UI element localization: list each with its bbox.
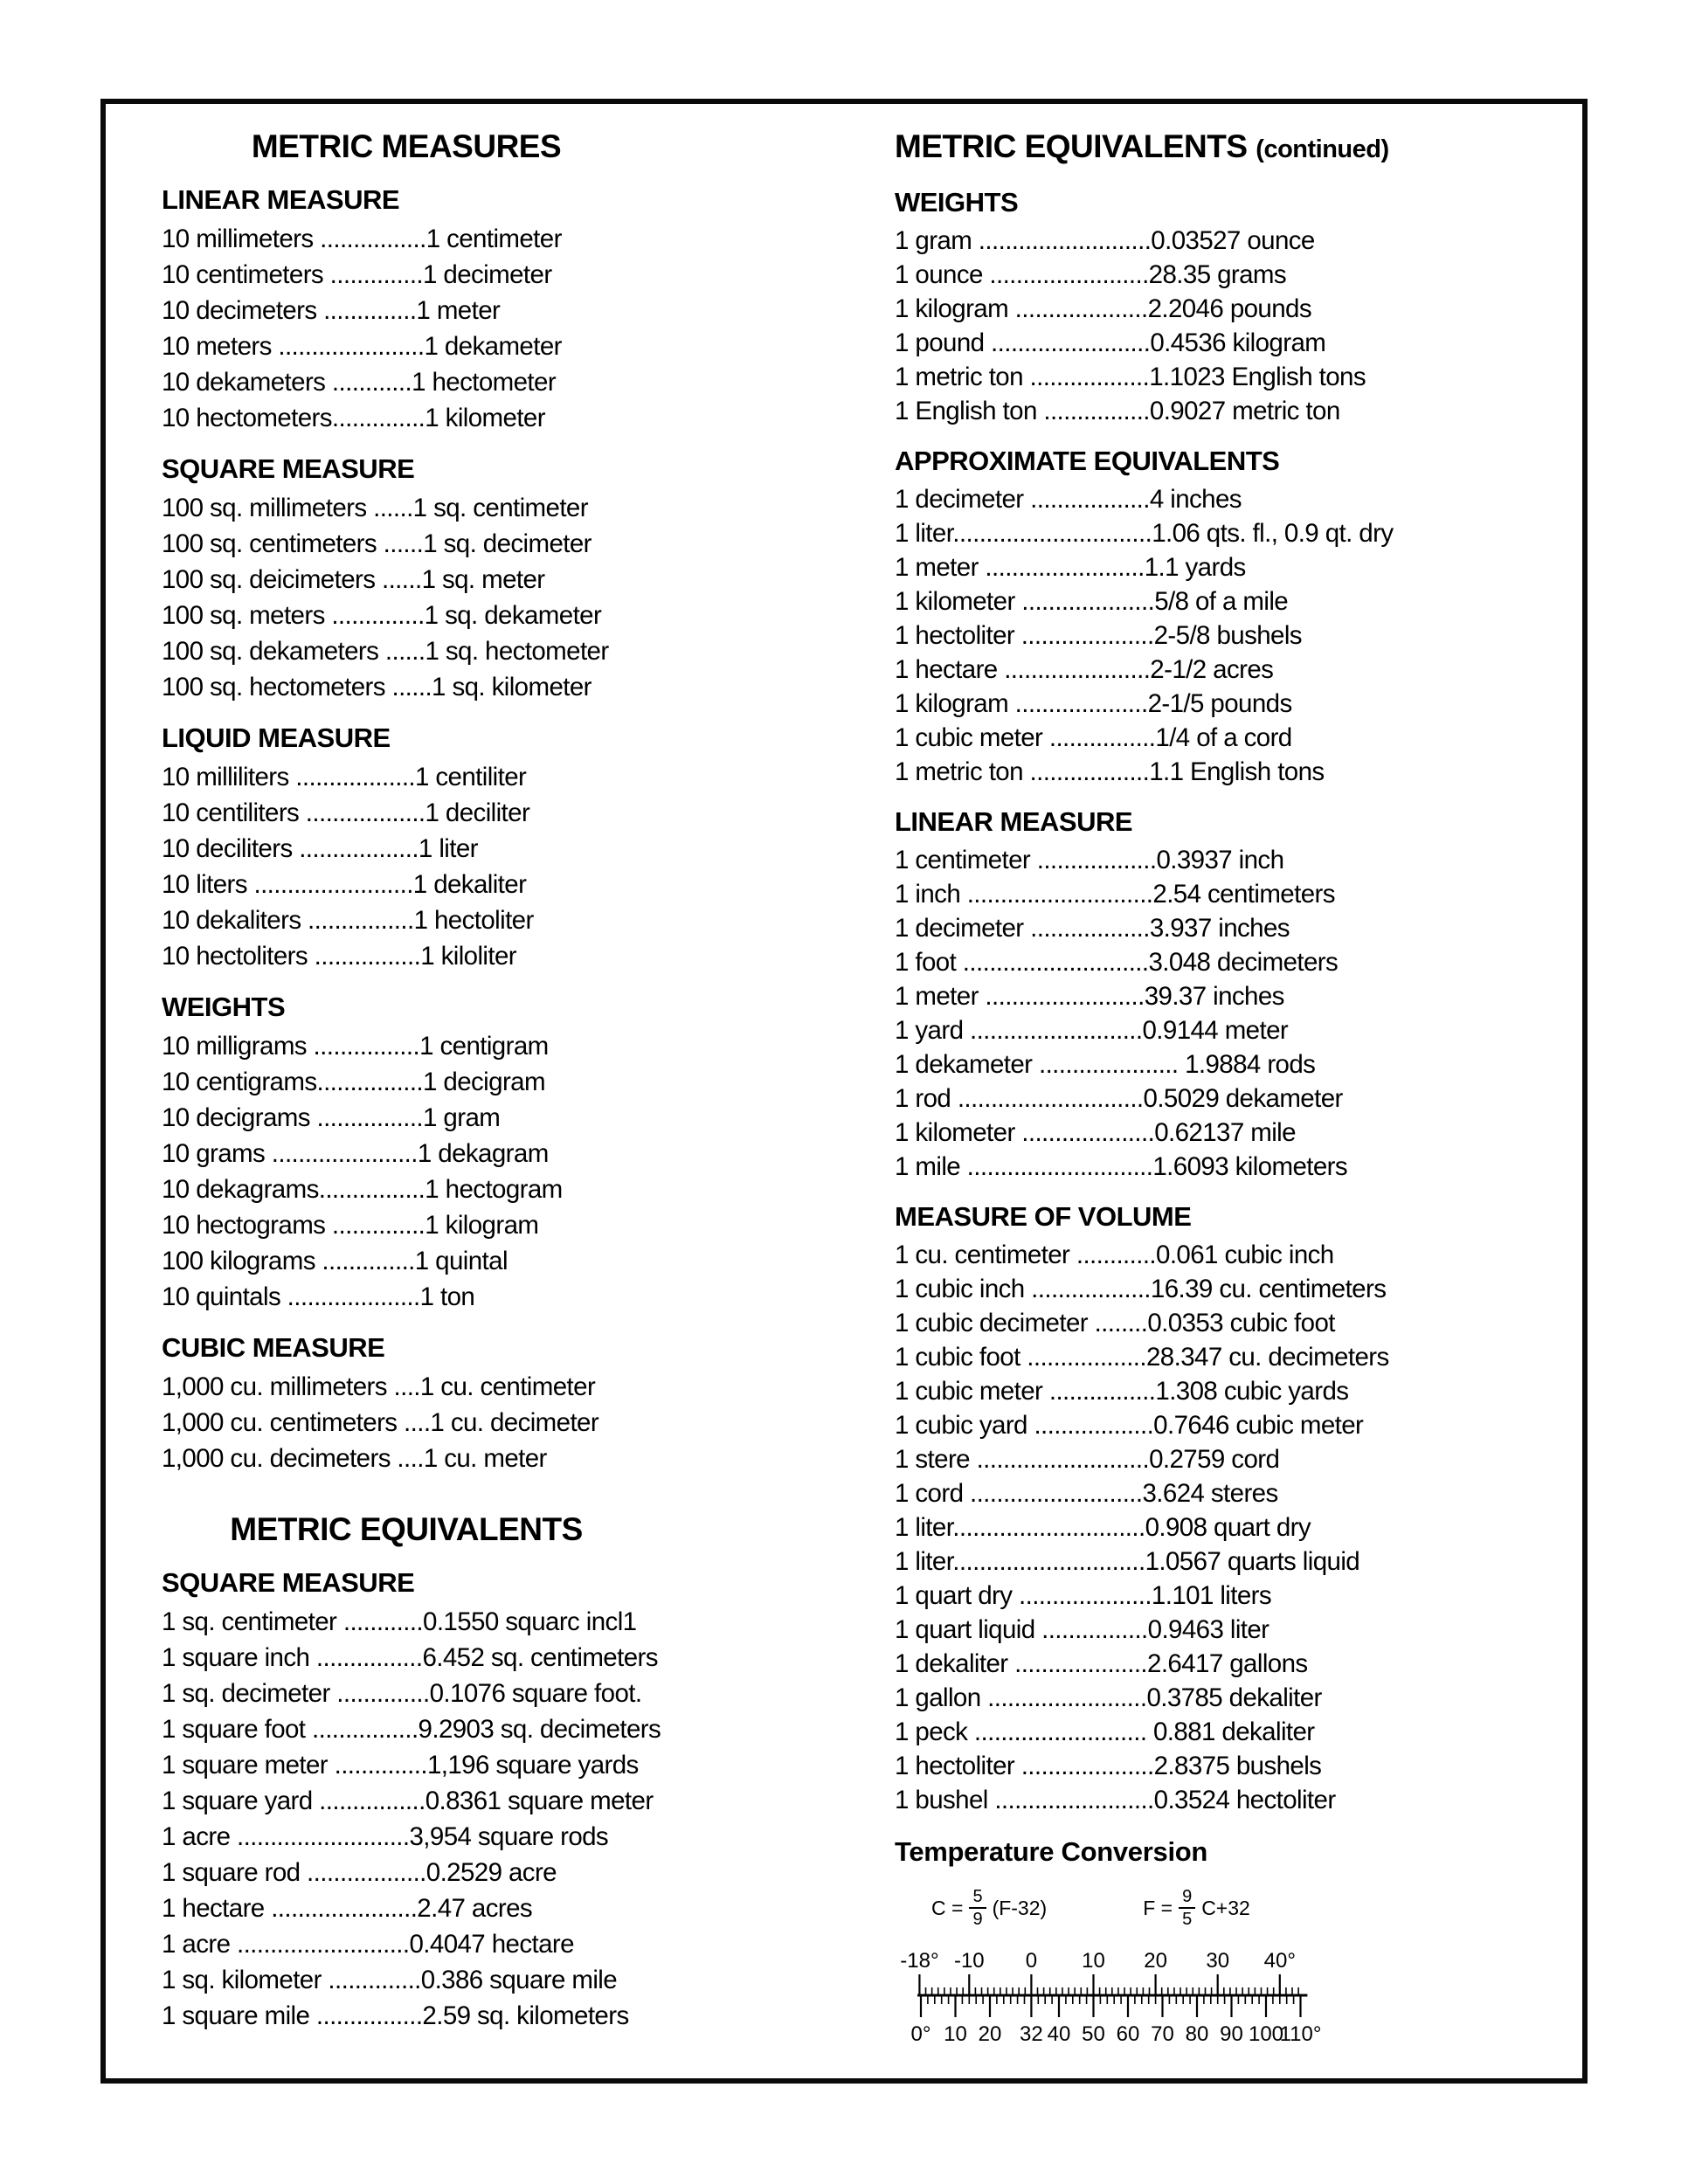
svg-text:60: 60 [1116,2022,1140,2046]
table-row: 1 kilogram ....................2-1/5 pounds [895,689,1292,718]
conversion-table [162,490,738,705]
table-row: 1 foot ............................3.048 decimeters [895,948,1339,977]
fraction [1179,1887,1195,1929]
table-row: 1,000 cu. millimeters ....1 cu. centimeter [162,1372,596,1401]
table-row: 100 sq. meters ..............1 sq. dekameter [162,601,602,630]
table-row: 10 milligrams ................1 centigram [162,1032,549,1061]
table-row: 1 metric ton ..................1.1023 English tons [895,363,1366,391]
conversion-table [162,1369,738,1476]
section-cubic-measure [162,1332,738,1476]
table-row: 10 centimeters ..............1 decimeter [162,260,552,289]
table-row: 100 sq. deicimeters ......1 sq. meter [162,565,545,594]
temperature-scale-ruler [900,1950,1585,2057]
table-row: 100 kilograms ..............1 quintal [162,1247,508,1275]
fahrenheit-formula [1143,1887,1250,1929]
section-heading: WEIGHTS [895,187,1019,218]
svg-text:40°: 40° [1263,1950,1296,1973]
conversion-table [895,482,1585,789]
svg-text:0: 0 [1025,1950,1038,1973]
table-row: 1 sq. decimeter ..............0.1076 square foot. [162,1679,642,1708]
table-row: 1 liter..............................1.06 qts. fl., 0.9 qt. dry [895,519,1394,548]
section-liquid-measure [162,722,738,974]
table-row: 1 hectare ......................2.47 acres [162,1894,533,1923]
section-weights [162,992,738,1315]
section-heading: MEASURE OF VOLUME [895,1201,1192,1232]
table-row: 1 hectoliter ....................2.8375 bushels [895,1752,1322,1780]
table-row: 1 quart liquid ................0.9463 liter [895,1615,1269,1644]
table-row: 1 hectare ......................2-1/2 acres [895,655,1274,684]
table-row: 1 ounce ........................28.35 grams [895,260,1287,289]
fraction [969,1887,986,1929]
formula-rhs: C+32 [1201,1896,1250,1919]
table-row: 1 cord ..........................3.624 steres [895,1479,1278,1508]
temperature-heading: Temperature Conversion [895,1836,1208,1867]
section-linear-measure-equivalents [895,806,1585,1184]
page-title-continued [895,127,1585,169]
table-row: 1 meter ........................39.37 inches [895,982,1284,1011]
conversion-table [895,1238,1585,1817]
svg-text:110°: 110° [1279,2022,1322,2046]
table-row: 1 bushel ........................0.3524 hectoliter [895,1786,1336,1814]
table-row: 1 sq. kilometer ..............0.386 square mile [162,1966,618,1994]
table-row: 10 decimeters ..............1 meter [162,296,501,325]
svg-text:-10: -10 [953,1950,985,1973]
table-row: 1 square yard ................0.8361 square meter [162,1787,654,1815]
table-row: 1 gallon ........................0.3785 dekaliter [895,1683,1322,1712]
formula-lhs: C = [931,1896,964,1919]
table-row: 10 decigrams ................1 gram [162,1103,501,1132]
fraction-denominator: 5 [1182,1910,1193,1929]
svg-text:70: 70 [1151,2022,1174,2046]
fraction-numerator: 9 [1179,1887,1195,1909]
svg-text:-18°: -18° [900,1950,939,1973]
temperature-scale-svg [900,1950,1354,2053]
table-row: 1 inch ............................2.54 centimeters [895,880,1335,909]
section-square-measure [162,453,738,705]
conversion-table [895,843,1585,1184]
table-row: 1 cubic meter ................1/4 of a cord [895,723,1292,752]
conversion-table [162,759,738,974]
svg-text:10: 10 [1082,1950,1105,1973]
section-heading: LINEAR MEASURE [895,806,1133,837]
table-row: 10 hectometers..............1 kilometer [162,404,545,432]
table-row: 1 gram ..........................0.03527 ounce [895,226,1315,255]
svg-text:20: 20 [1144,1950,1167,1973]
svg-text:50: 50 [1082,2022,1105,2046]
svg-text:80: 80 [1185,2022,1209,2046]
table-row: 10 dekagrams................1 hectogram [162,1175,563,1204]
title-text: METRIC EQUIVALENTS [895,128,1248,164]
table-row: 1 cubic yard ..................0.7646 cubic meter [895,1411,1364,1440]
table-row: 10 dekameters ............1 hectometer [162,368,557,397]
section-measure-of-volume [895,1201,1585,1817]
section-square-measure-equivalents [162,1567,738,2034]
table-row: 1 stere ..........................0.2759 cord [895,1445,1280,1474]
table-row: 1 cu. centimeter ............0.061 cubic inch [895,1241,1334,1269]
table-row: 1 sq. centimeter ............0.1550 squarc incl1 [162,1607,637,1636]
svg-text:10: 10 [944,2022,967,2046]
svg-text:20: 20 [978,2022,1002,2046]
table-row: 1 cubic meter ................1.308 cubic yards [895,1377,1349,1406]
table-row: 10 dekaliters ................1 hectoliter [162,906,534,935]
section-heading: SQUARE MEASURE [162,1567,415,1598]
table-row: 100 sq. dekameters ......1 sq. hectometer [162,637,609,666]
table-row: 1 liter.............................1.0567 quarts liquid [895,1547,1360,1576]
conversion-table [162,1028,738,1315]
table-row: 10 milliliters ..................1 centiliter [162,763,527,791]
table-row: 100 sq. centimeters ......1 sq. decimeter [162,529,591,558]
page-border-frame [100,99,1588,2084]
table-row: 10 centigrams................1 decigram [162,1068,545,1096]
svg-text:32: 32 [1020,2022,1043,2046]
fraction-denominator: 9 [972,1910,983,1929]
table-row: 1 square inch ................6.452 sq. centimeters [162,1643,658,1672]
table-row: 1 cubic decimeter ........0.0353 cubic foot [895,1309,1335,1337]
table-row: 1 dekameter ..................... 1.9884 rods [895,1050,1316,1079]
table-row: 1 acre ..........................3,954 square rods [162,1822,609,1851]
table-row: 10 hectoliters ................1 kiloliter [162,942,516,971]
conversion-table [895,224,1585,428]
section-temperature-conversion [895,1836,1585,2057]
section-heading: APPROXIMATE EQUIVALENTS [895,446,1280,476]
table-row: 1 square foot ................9.2903 sq. decimeters [162,1715,661,1744]
section-weights-equivalents [895,187,1585,428]
table-row: 1 liter.............................0.908 quart dry [895,1513,1311,1542]
section-heading: CUBIC MEASURE [162,1332,385,1363]
table-row: 1 mile ............................1.6093 kilometers [895,1152,1348,1181]
page-title: METRIC MEASURES [251,128,562,164]
table-row: 1 square meter ..............1,196 square yards [162,1751,639,1780]
table-row: 1 yard ..........................0.9144 meter [895,1016,1289,1045]
table-row: 1 kilometer ....................0.62137 mile [895,1118,1296,1147]
table-row: 10 deciliters ..................1 liter [162,834,478,863]
table-row: 1 centimeter ..................0.3937 inch [895,846,1284,874]
table-row: 10 hectograms ..............1 kilogram [162,1211,539,1240]
svg-text:90: 90 [1220,2022,1243,2046]
table-row: 1 kilometer ....................5/8 of a mile [895,587,1289,616]
celsius-formula [931,1887,1047,1929]
table-row: 1 dekaliter ....................2.6417 gallons [895,1649,1308,1678]
table-row: 100 sq. millimeters ......1 sq. centimeter [162,494,588,522]
conversion-table [162,1604,738,2034]
table-row: 1 English ton ................0.9027 metric ton [895,397,1340,425]
table-row: 1 peck .......................... 0.881 dekaliter [895,1717,1315,1746]
section-heading: WEIGHTS [162,992,286,1022]
fraction-numerator: 5 [969,1887,986,1909]
metric-equivalents-title: METRIC EQUIVALENTS [230,1511,583,1547]
table-row: 1 quart dry ....................1.101 liters [895,1581,1272,1610]
section-linear-measure [162,184,738,436]
table-row: 10 centiliters ..................1 deciliter [162,798,530,827]
table-row: 1,000 cu. decimeters ....1 cu. meter [162,1444,547,1473]
table-row: 1 cubic foot ..................28.347 cu. decimeters [895,1343,1389,1372]
svg-text:100: 100 [1248,2022,1284,2046]
table-row: 1 square mile ................2.59 sq. kilometers [162,2001,629,2030]
formula-rhs: (F-32) [992,1896,1048,1919]
svg-text:40: 40 [1047,2022,1071,2046]
table-row: 1 kilogram ....................2.2046 pounds [895,294,1312,323]
table-row: 1 metric ton ..................1.1 English tons [895,757,1325,786]
section-heading: LINEAR MEASURE [162,184,400,215]
left-column [162,127,738,2034]
table-row: 1 meter ........................1.1 yards [895,553,1246,582]
table-row: 1 hectoliter ....................2-5/8 bushels [895,621,1302,650]
table-row: 1 cubic inch ..................16.39 cu. centimeters [895,1275,1387,1303]
temperature-formulas [931,1880,1585,1936]
section-heading: LIQUID MEASURE [162,722,391,753]
table-row: 10 meters ......................1 dekameter [162,332,562,361]
table-row: 10 liters ........................1 dekaliter [162,870,527,899]
table-row: 1,000 cu. centimeters ....1 cu. decimeter [162,1408,599,1437]
table-row: 1 decimeter ..................3.937 inches [895,914,1290,943]
table-row: 1 square rod ..................0.2529 acre [162,1858,557,1887]
table-row: 10 grams ......................1 dekagram [162,1139,549,1168]
right-column [895,127,1585,2057]
svg-text:0°: 0° [910,2022,931,2046]
section-approximate-equivalents [895,446,1585,789]
formula-lhs: F = [1143,1896,1173,1919]
table-row: 1 decimeter ..................4 inches [895,485,1242,514]
title-suffix: (continued) [1256,135,1389,163]
section-heading: SQUARE MEASURE [162,453,415,484]
table-row: 1 pound ........................0.4536 kilogram [895,328,1326,357]
table-row: 100 sq. hectometers ......1 sq. kilometer [162,673,591,702]
table-row: 1 acre ..........................0.4047 hectare [162,1930,574,1959]
table-row: 1 rod ............................0.5029 dekameter [895,1084,1343,1113]
table-row: 10 quintals ....................1 ton [162,1282,475,1311]
svg-text:30: 30 [1206,1950,1230,1973]
table-row: 10 millimeters ................1 centimeter [162,225,562,253]
conversion-table [162,221,738,436]
